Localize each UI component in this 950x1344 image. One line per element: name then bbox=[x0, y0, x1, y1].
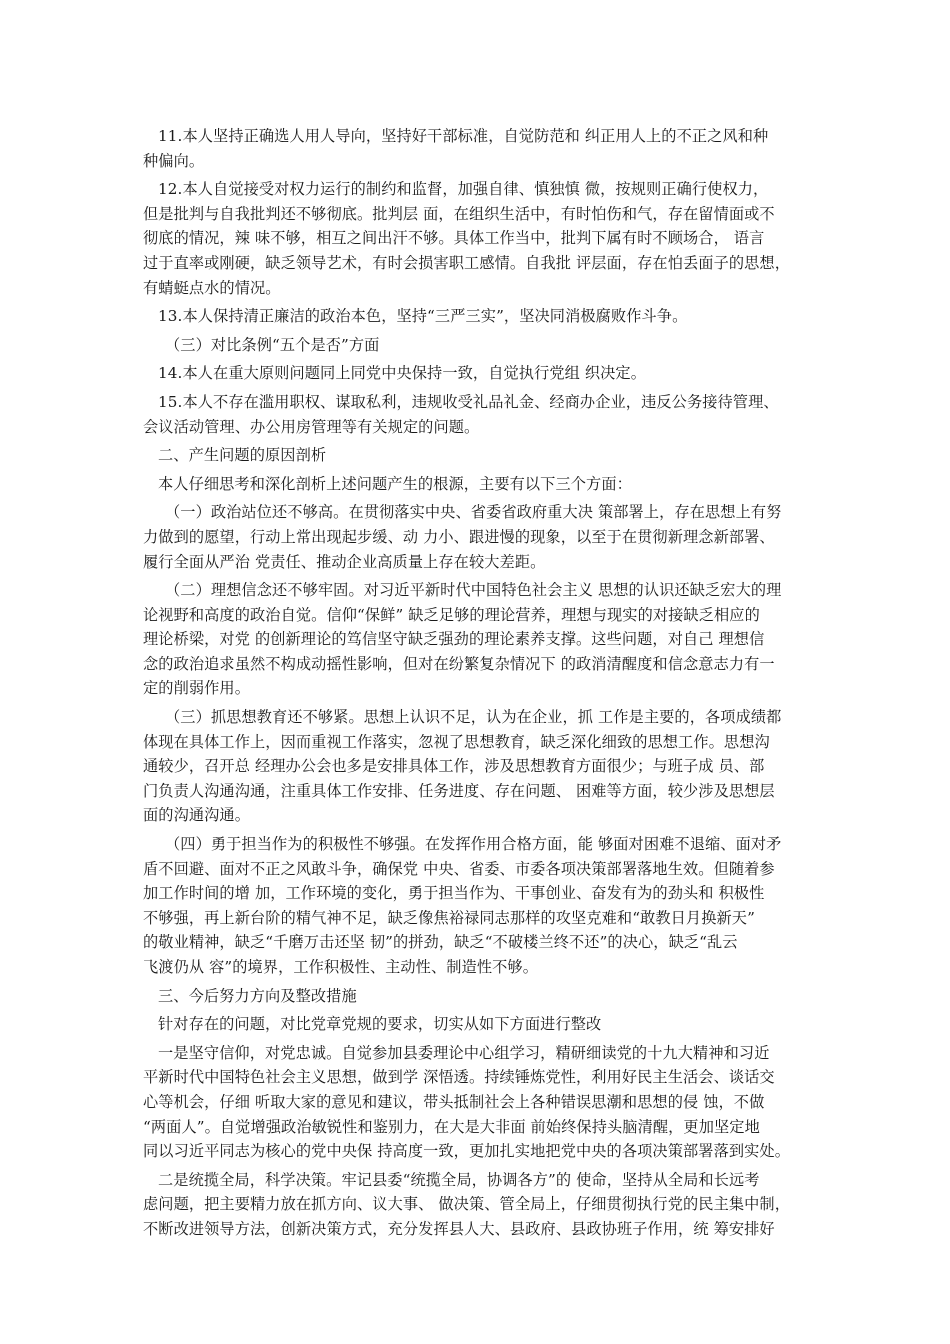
paragraph-line: 体现在具体工作上，因而重视工作落实，忽视了思想教育，缺乏深化细致的思想工作。思想沟 bbox=[143, 732, 770, 751]
paragraph bbox=[143, 705, 823, 828]
paragraph bbox=[143, 1012, 823, 1037]
paragraph-line: 15.本人不存在滥用职权、谋取私利，违规收受礼品礼金、经商办企业，违反公务接待管理、 bbox=[158, 392, 779, 411]
paragraph-line: 不断改进领导方法，创新决策方式，充分发挥县人大、县政府、县政协班子作用，统 筹安排好 bbox=[143, 1219, 775, 1238]
paragraph-line: 门负责人沟通沟通，注重具体工作安排、任务进度、存在问题、 困难等方面，较少涉及思想层 bbox=[143, 781, 775, 800]
paragraph bbox=[143, 500, 823, 574]
paragraph bbox=[143, 1168, 823, 1242]
paragraph-line: （四）勇于担当作为的积极性不够强。在发挥作用合格方面，能 够面对困难不退缩、面对矛 bbox=[165, 835, 782, 854]
paragraph-line: 二、产生问题的原因剖析 bbox=[158, 446, 327, 465]
paragraph-line: 力做到的愿望，行动上常出现起步缓、动 力小、跟进慢的现象，以至于在贯彻新理念新部署、 bbox=[143, 527, 775, 546]
paragraph-line: 加工作时间的增 加，工作环境的变化，勇于担当作为、干事创业、奋发有为的劲头和 积极性 bbox=[143, 884, 765, 903]
paragraph-line: 种偏向。 bbox=[143, 151, 205, 170]
paragraph bbox=[143, 578, 823, 701]
paragraph-line: 平新时代中国特色社会主义思想，做到学 深悟透。持续锤炼党性，利用好民主生活会、谈话交 bbox=[143, 1068, 775, 1087]
paragraph bbox=[143, 443, 823, 468]
paragraph-line: 13.本人保持清正廉洁的政治本色，坚持“三严三实”，坚决同消极腐败作斗争。 bbox=[158, 307, 688, 326]
paragraph bbox=[143, 1041, 823, 1164]
paragraph bbox=[143, 124, 823, 173]
paragraph-line: 不够强，再上新台阶的精气神不足，缺乏像焦裕禄同志那样的攻坚克难和“敢教日月换新天” bbox=[143, 908, 755, 927]
paragraph-line: 履行全面从严治 党责任、推动企业高质量上存在较大差距。 bbox=[143, 552, 546, 571]
paragraph-line: 心等机会，仔细 听取大家的意见和建议，带头抵制社会上各种错误思潮和思想的侵 蚀，不做 bbox=[143, 1092, 765, 1111]
paragraph-line: （三）对比条例“五个是否”方面 bbox=[165, 335, 380, 354]
paragraph-line: 飞渡仍从 容”的境界，工作积极性、主动性、制造性不够。 bbox=[143, 958, 538, 976]
paragraph-line: 但是批判与自我批判还不够彻底。批判层 面，在组织生活中，有时怕伤和气，存在留情面或不 bbox=[143, 204, 775, 223]
paragraph-line: 彻底的情况，辣 味不够，相互之间出汗不够。具体工作当中，批判下属有时不顾场合， 语言 bbox=[143, 229, 765, 248]
paragraph bbox=[143, 390, 823, 439]
paragraph-line: 12.本人自觉接受对权力运行的制约和监督，加强自律、慎独慎 微，按规则正确行使权力， bbox=[158, 180, 769, 199]
paragraph-line: 念的政治追求虽然不构成动摇性影响，但对在纷繁复杂情况下 的政消清醒度和信念意志力有一 bbox=[143, 654, 775, 673]
paragraph-line: （三）抓思想教育还不够紧。思想上认识不足，认为在企业，抓 工作是主要的，各项成绩都 bbox=[165, 708, 782, 727]
paragraph bbox=[143, 832, 823, 980]
paragraph bbox=[143, 177, 823, 300]
paragraph-line: 会议活动管理、办公用房管理等有关规定的问题。 bbox=[143, 417, 480, 436]
paragraph-line: 三、今后努力方向及整改措施 bbox=[158, 986, 357, 1005]
paragraph-line: 盾不回避、面对不正之风敢斗争，确保党 中央、省委、市委各项决策部署落地生效。但随着参 bbox=[143, 859, 775, 878]
paragraph-line: 的敬业精神，缺乏“千磨万击还坚 韧”的拼劲，缺乏“不破楼兰终不还”的决心，缺乏“乱云 bbox=[143, 933, 738, 952]
paragraph-line: 一是坚守信仰，对党忠诚。自觉参加县委理论中心组学习，精研细读党的十九大精神和习近 bbox=[158, 1043, 770, 1062]
paragraph bbox=[143, 333, 823, 358]
paragraph-line: 论视野和高度的政治自觉。信仰“保鲜” 缺乏足够的理论营养，理想与现实的对接缺乏相应的 bbox=[143, 605, 760, 624]
paragraph-line: 虑问题，把主要精力放在抓方向、议大事、 做决策、管全局上，仔细贯彻执行党的民主集中制， bbox=[143, 1195, 791, 1214]
document-page bbox=[143, 124, 823, 1246]
paragraph-line: 理论桥梁，对党 的创新理论的笃信坚守缺乏强劲的理论素养支撑。这些问题，对自己 理想信 bbox=[143, 630, 765, 649]
paragraph-line: 通较少，召开总 经理办公会也多是安排具体工作，涉及思想教育方面很少；与班子成 员、部 bbox=[143, 757, 765, 776]
paragraph-line: 14.本人在重大原则问题同上同党中央保持一致，自觉执行党组 织决定。 bbox=[158, 364, 647, 383]
paragraph-line: 过于直率或刚硬，缺乏领导艺术，有时会损害职工感情。自我批 评层面，存在怕丢面子的思想， bbox=[143, 253, 791, 272]
paragraph-line: 本人仔细思考和深化剖析上述问题产生的根源，主要有以下三个方面： bbox=[158, 474, 632, 493]
paragraph bbox=[143, 304, 823, 329]
paragraph bbox=[143, 984, 823, 1009]
paragraph-line: 面的沟通沟通。 bbox=[143, 806, 251, 825]
paragraph bbox=[143, 361, 823, 386]
paragraph bbox=[143, 472, 823, 497]
paragraph-line: “两面人”。自觉增强政治敏锐性和鉴别力，在大是大非面 前始终保持头脑清醒，更加坚定地 bbox=[143, 1117, 760, 1136]
paragraph-line: 针对存在的问题，对比党章党规的要求，切实从如下方面进行整改 bbox=[158, 1015, 602, 1034]
paragraph-line: （二）理想信念还不够牢固。对习近平新时代中国特色社会主义 思想的认识还缺乏宏大的理 bbox=[165, 581, 782, 600]
paragraph-line: 有蜻蜓点水的情况。 bbox=[143, 278, 281, 297]
paragraph-line: 11.本人坚持正确选人用人导向，坚持好干部标准，自觉防范和 纠正用人上的不正之风和种 bbox=[158, 127, 769, 145]
paragraph-line: （一）政治站位还不够高。在贯彻落实中央、省委省政府重大决 策部署上，存在思想上有努 bbox=[165, 503, 782, 522]
paragraph-line: 二是统揽全局，科学决策。牢记县委“统揽全局，协调各方”的 使命，坚持从全局和长远考 bbox=[158, 1170, 760, 1189]
paragraph-line: 定的削弱作用。 bbox=[143, 679, 251, 698]
paragraph-line: 同以习近平同志为核心的党中央保 持高度一致，更加扎实地把党中央的各项决策部署落到实处。 bbox=[143, 1142, 791, 1161]
